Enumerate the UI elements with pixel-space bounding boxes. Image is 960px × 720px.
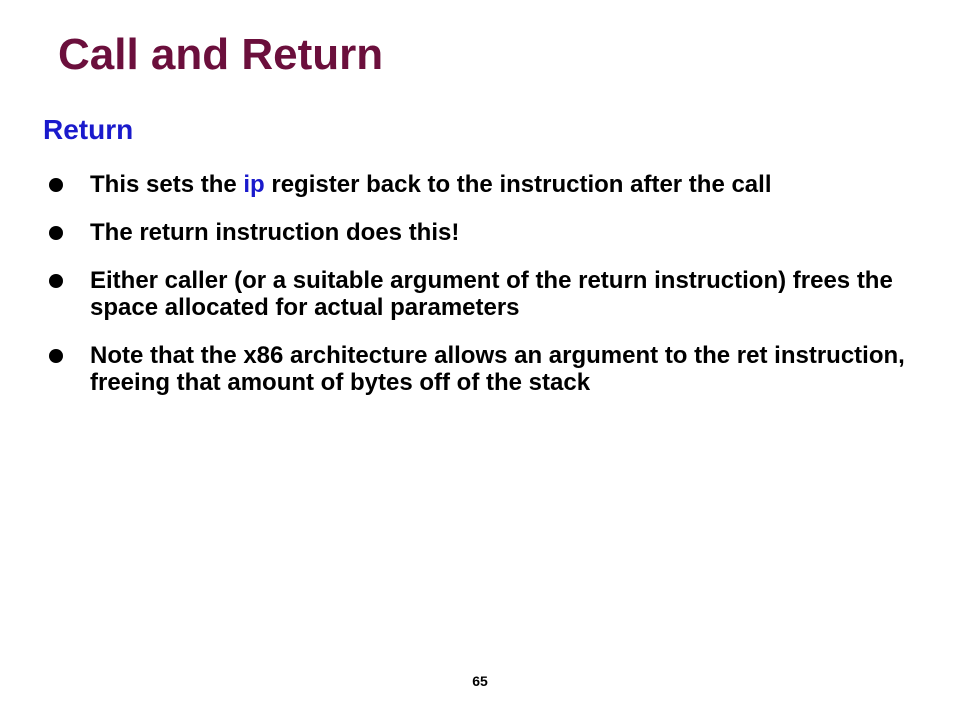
- bullet-text-start: This sets the: [90, 171, 244, 198]
- bullet-dot-icon: [49, 226, 63, 240]
- bullet-text: Either caller (or a suitable argument of the return instruction) frees the space allocated for actual parameters: [90, 267, 893, 321]
- page-number: 65: [472, 673, 488, 689]
- bullet-dot-icon: [49, 274, 63, 288]
- slide-title: Call and Return: [58, 30, 384, 79]
- bullet-item-ip-register: [44, 171, 924, 198]
- section-heading: Return: [43, 114, 134, 145]
- bullet-item-x86-ret: [44, 342, 924, 396]
- bullet-text: The return instruction does this!: [90, 219, 460, 246]
- ip-keyword: ip: [243, 171, 265, 198]
- bullet-dot-icon: [49, 178, 63, 192]
- bullet-list: [44, 171, 924, 417]
- bullet-item-frees-space: [44, 267, 924, 321]
- bullet-text: Note that the x86 architecture allows an argument to the ret instruction, freeing that amount of bytes off of the stack: [90, 342, 905, 396]
- bullet-item-return-instruction: [44, 219, 924, 246]
- bullet-dot-icon: [49, 349, 63, 363]
- bullet-text-end: register back to the instruction after the call: [264, 171, 772, 198]
